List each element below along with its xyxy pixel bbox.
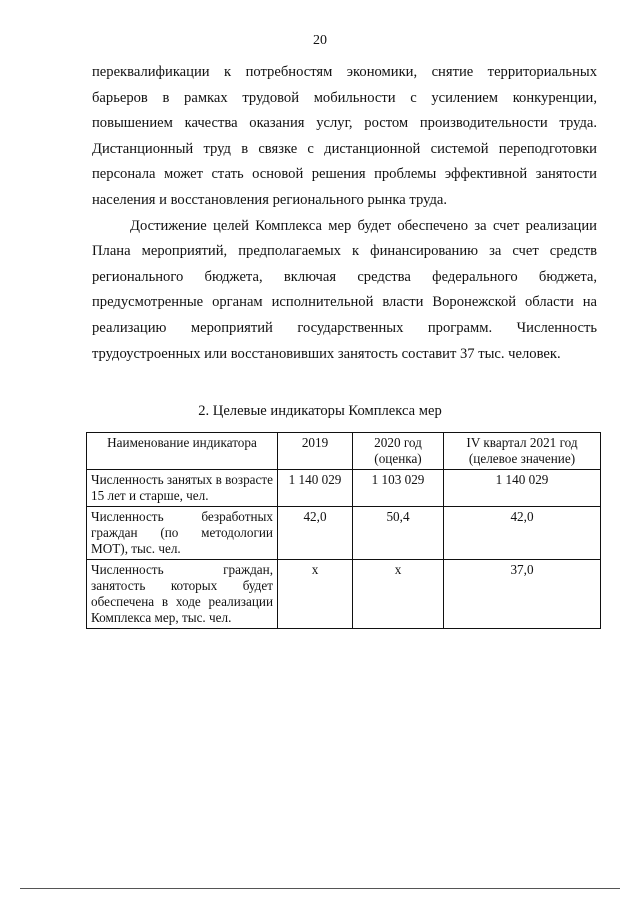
indicators-table [86,432,601,629]
header-indicator-name: Наименование индикатора [87,433,278,470]
table-title: 2. Целевые индикаторы Комплекса мер [198,403,442,419]
table-row [87,507,601,560]
value-2019: х [278,560,353,629]
value-2020: 50,4 [353,507,444,560]
value-2021-target: 1 140 029 [444,470,601,507]
value-2019: 1 140 029 [278,470,353,507]
paragraph-2: Достижение целей Комплекса мер будет обеспечено за счет реализации Плана мероприятий, предполагаемых к финансированию за счет средств регионального бюджета, включая средства федерального бюджета, предусмотренные органам исполнительной власти Воронежской области на реализацию мероприятий государственных программ. Численность трудоустроенных или восстановивших занятость составит 37 тыс. человек. [92,217,597,362]
paragraph-1: переквалификации к потребностям экономики, снятие территориальных барьеров в рамках трудовой мобильности с усилением конкуренции, повышением качества оказания услуг, ростом производительности труда. Дистанционный труд в связке с дистанционной системой переподготовки персонала может стать основой решения проблемы эффективной занятости населения и восстановления регионального рынка труда. [92,64,597,208]
value-2019: 42,0 [278,507,353,560]
value-2021-target: 37,0 [444,560,601,629]
body-text [92,60,597,367]
header-2019: 2019 [278,433,353,470]
indicator-name: Численность занятых в возрасте 15 лет и старше, чел. [87,470,278,507]
value-2020: х [353,560,444,629]
indicator-name: Численность безработных граждан (по методологии МОТ), тыс. чел. [87,507,278,560]
value-2021-target: 42,0 [444,507,601,560]
table-header-row [87,433,601,470]
value-2020: 1 103 029 [353,470,444,507]
header-2020-estimate: 2020 год (оценка) [353,433,444,470]
indicator-name: Численность граждан, занятость которых будет обеспечена в ходе реализации Комплекса мер, тыс. чел. [87,560,278,629]
table-row [87,470,601,507]
header-2021-q4-target: IV квартал 2021 год (целевое значение) [444,433,601,470]
table-row [87,560,601,629]
footer-divider [20,888,620,889]
page-number: 20 [313,33,327,48]
